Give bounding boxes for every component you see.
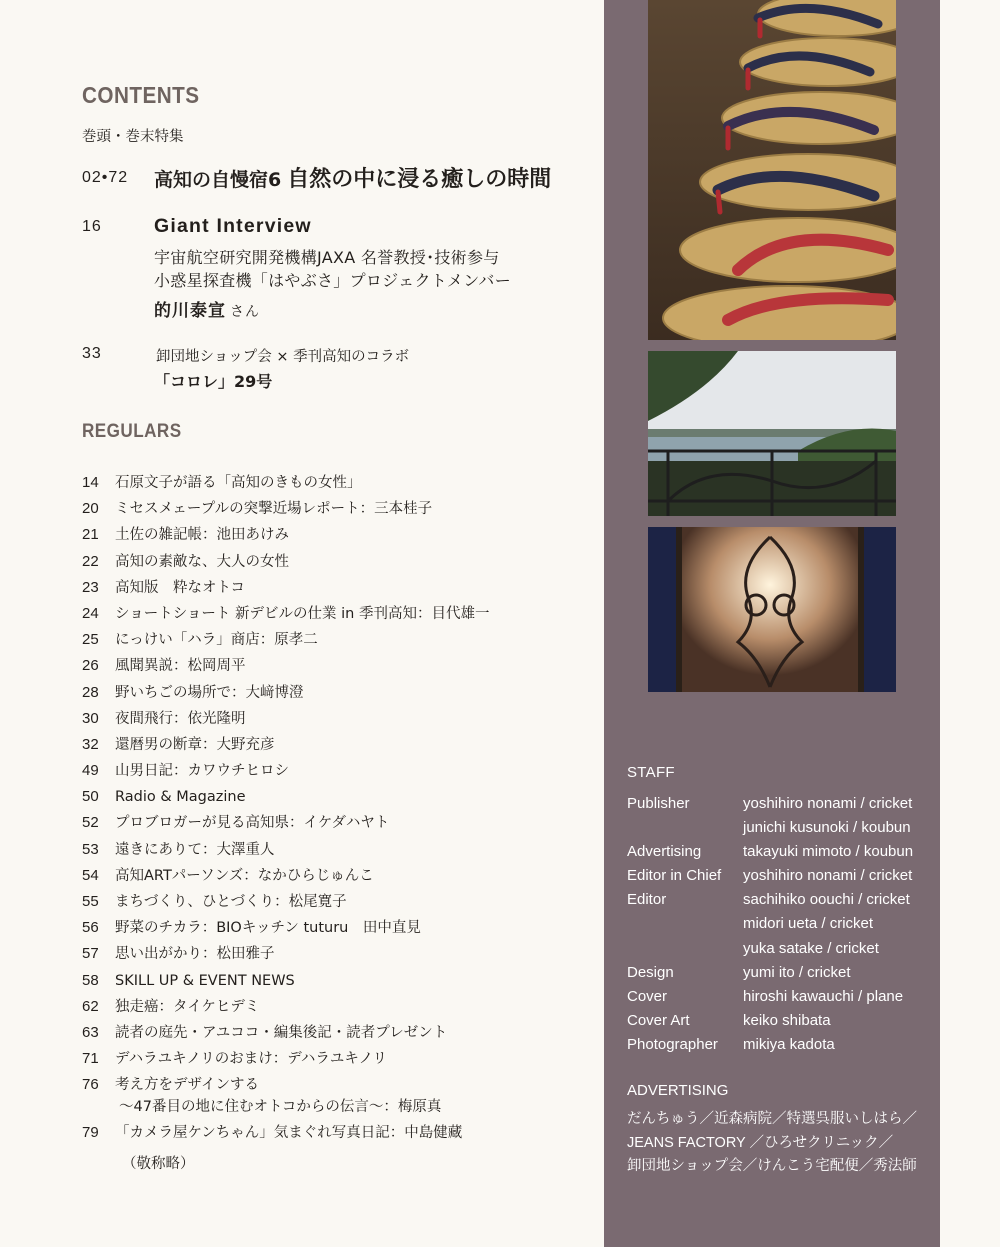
regular-item-title <box>115 524 289 550</box>
regular-item-title <box>115 551 289 577</box>
staff-role: Advertising <box>627 843 702 861</box>
regular-item-title <box>115 943 275 969</box>
regular-item-title <box>115 839 275 865</box>
regular-item[interactable] <box>82 1074 489 1122</box>
photo-zori-sandals <box>648 0 896 340</box>
staff-member: yoshihiro nonami / cricket <box>743 795 913 812</box>
staff-row <box>627 864 913 888</box>
regular-item-page: 54 <box>82 866 99 884</box>
regular-item[interactable] <box>82 891 489 917</box>
person-honorific: さん <box>230 304 260 320</box>
regular-item-page: 26 <box>82 657 99 675</box>
regular-item-title <box>115 734 275 760</box>
staff-member: takayuki mimoto / koubun <box>743 843 914 861</box>
regular-item-page: 49 <box>82 762 99 780</box>
regular-item[interactable] <box>82 708 489 734</box>
staff-member: sachihiko oouchi / cricket <box>743 891 910 909</box>
regular-item[interactable] <box>82 996 489 1022</box>
staff-role <box>627 912 743 936</box>
regular-item-title-line: 思い出がかり：松田雅子 <box>115 946 275 963</box>
staff-heading: STAFF <box>627 764 675 781</box>
regulars-heading: REGULARS <box>82 421 182 442</box>
regular-item-title-line: 山男日記：カワウチヒロシ <box>115 763 289 780</box>
regular-item-page: 71 <box>82 1050 99 1068</box>
staff-role: Cover <box>627 987 668 1005</box>
person-name: 的川泰宣 <box>154 301 226 321</box>
regular-item-title <box>115 1048 387 1074</box>
regular-item[interactable] <box>82 603 489 629</box>
regular-item-page: 79 <box>82 1124 99 1142</box>
regular-item-title-line: 高知ARTパーソンズ：なかひらじゅんこ <box>115 867 374 884</box>
regular-item[interactable] <box>82 839 489 865</box>
regular-item-title-line: デハラユキノリのおまけ：デハラユキノリ <box>115 1051 388 1068</box>
regular-item-title <box>115 970 295 996</box>
feature-title-part1: 高知の自慢宿6 <box>154 169 282 191</box>
regular-item-page: 30 <box>82 709 99 727</box>
regular-item-page: 76 <box>82 1076 99 1094</box>
regular-item[interactable] <box>82 655 489 681</box>
collab-line-1: 卸団地ショップ会 × 季刊高知のコラボ <box>156 349 410 365</box>
sidebar <box>604 0 940 1247</box>
regular-item-page: 63 <box>82 1023 99 1041</box>
regular-item[interactable] <box>82 865 489 891</box>
staff-member: mikiya kadota <box>743 1035 835 1053</box>
photo-ironwork-window <box>648 527 896 692</box>
staff-role: Photographer <box>627 1035 718 1053</box>
regulars-note: （敬称略） <box>122 1156 195 1172</box>
advertising-heading: ADVERTISING <box>627 1082 729 1099</box>
feature-pages: 02•72 <box>82 169 129 186</box>
regular-item-title-line: 野菜のチカラ：BIOキッチン tuturu 田中直見 <box>115 920 421 937</box>
regular-item-page: 50 <box>82 788 99 806</box>
staff-member: midori ueta / cricket <box>743 915 874 933</box>
staff-row <box>627 888 913 912</box>
advertiser-line: だんちゅう／近森病院／特選呉服いしはら／ <box>627 1111 917 1127</box>
staff-row <box>627 1033 913 1057</box>
regular-item[interactable] <box>82 1048 489 1074</box>
regular-item-title-line: 土佐の雑記帳：池田あけみ <box>115 527 289 544</box>
staff-member: hiroshi kawauchi / plane <box>743 987 904 1005</box>
regular-item-title <box>115 472 362 498</box>
regular-item[interactable] <box>82 551 489 577</box>
regular-item-title-line: 遠きにありて：大澤重人 <box>115 841 275 858</box>
regulars-list <box>82 472 489 1149</box>
regular-item-page: 56 <box>82 919 99 937</box>
staff-row <box>627 912 913 936</box>
regular-item-title <box>115 655 246 681</box>
regular-item-title-line: ショートショート 新デビルの仕業 in 季刊高知：目代雄一 <box>115 605 490 622</box>
regular-item-page: 52 <box>82 814 99 832</box>
regular-item-page: 28 <box>82 683 99 701</box>
regular-item-title <box>115 629 318 655</box>
staff-role: Editor in Chief <box>627 867 722 885</box>
regular-item[interactable] <box>82 1022 489 1048</box>
regular-item-title-line: 読者の庭先・アユココ・編集後記・読者プレゼント <box>115 1024 448 1041</box>
regular-item-page: 53 <box>82 840 99 858</box>
photo-seaview-balcony <box>648 351 896 516</box>
regular-item-title-line: 「カメラ屋ケンちゃん」気まぐれ写真日記：中島健藏 <box>115 1125 463 1142</box>
staff-member: yoshihiro nonami / cricket <box>743 867 913 885</box>
regular-item-title-line: 独走癌：タイケヒデミ <box>115 998 260 1015</box>
staff-member: junichi kusunoki / koubun <box>743 819 911 837</box>
staff-section <box>627 764 913 1057</box>
staff-member: yuka satake / cricket <box>743 939 879 957</box>
interview-person <box>154 296 260 321</box>
interview-line-1: 宇宙航空研究開発機構JAXA 名誉教授･技術参与 <box>154 248 500 267</box>
feature-title[interactable] <box>154 162 551 193</box>
regular-item-page: 24 <box>82 604 99 622</box>
regular-item-title <box>115 577 245 603</box>
collab-line-2[interactable]: 「コロレ」29号 <box>154 372 273 391</box>
regular-item-page: 57 <box>82 945 99 963</box>
staff-role: Cover Art <box>627 1011 690 1029</box>
staff-member: yumi ito / cricket <box>743 963 851 981</box>
regular-item[interactable] <box>82 577 489 603</box>
regular-item-page: 25 <box>82 631 99 649</box>
staff-row <box>627 961 913 985</box>
regular-item-title-line: 石原文子が語る「高知のきもの女性」 <box>115 475 362 491</box>
regular-item-title-line: 高知版 粋なオトコ <box>115 579 245 596</box>
staff-role: Design <box>627 963 674 981</box>
staff-list <box>627 792 913 1057</box>
staff-role: Editor <box>627 891 667 909</box>
regular-item-title-line: 野いちごの場所で：大﨑博澄 <box>115 684 304 701</box>
regular-item-title <box>115 498 432 524</box>
regular-item-title-line: 高知の素敵な、大人の女性 <box>115 553 289 570</box>
regular-item-page: 22 <box>82 552 99 570</box>
regular-item-title <box>115 891 347 917</box>
regular-item[interactable] <box>82 472 489 498</box>
staff-row <box>627 937 913 961</box>
regular-item[interactable] <box>82 524 489 550</box>
regular-item[interactable] <box>82 629 489 655</box>
regular-item-title <box>115 760 289 786</box>
advertising-list <box>627 1108 917 1179</box>
regular-item-page: 21 <box>82 526 99 544</box>
regular-item-title-line: にっけい「ハラ」商店：原孝二 <box>115 632 318 649</box>
regular-item-title-line: Radio & Magazine <box>115 789 246 806</box>
regular-item-page: 23 <box>82 578 99 596</box>
staff-member: keiko shibata <box>743 1011 831 1029</box>
regular-item[interactable] <box>82 812 489 838</box>
regular-item-title <box>115 812 389 838</box>
staff-row <box>627 985 913 1009</box>
regular-item-title-line: ミセスメェープルの突撃近場レポート：三本桂子 <box>115 501 433 518</box>
staff-role <box>627 816 743 840</box>
regular-item[interactable] <box>82 786 489 812</box>
collab-page: 33 <box>82 345 102 362</box>
regular-item-title-line: 還暦男の断章：大野充彦 <box>115 736 275 753</box>
regular-item-title-line: 夜間飛行：依光隆明 <box>115 710 246 727</box>
regular-item-page: 14 <box>82 474 99 491</box>
regular-item-title-line: SKILL UP & EVENT NEWS <box>115 972 295 989</box>
regular-item-title <box>115 1074 441 1122</box>
regular-item-title-line: 風聞異説：松岡周平 <box>115 658 246 675</box>
regular-item-title <box>115 917 421 943</box>
regular-item[interactable] <box>82 1122 489 1148</box>
regular-item[interactable] <box>82 760 489 786</box>
regular-item[interactable] <box>82 970 489 996</box>
feature-title-part2: 自然の中に浸る癒しの時間 <box>287 167 552 192</box>
regular-item[interactable] <box>82 682 489 708</box>
staff-row <box>627 840 913 864</box>
regular-item-title <box>115 603 489 629</box>
regular-item[interactable] <box>82 943 489 969</box>
staff-row <box>627 816 913 840</box>
staff-role: Publisher <box>627 795 690 812</box>
advertising-section <box>627 1082 917 1179</box>
regular-item-title <box>115 865 374 891</box>
contents-heading: CONTENTS <box>82 82 200 108</box>
regular-item-title-line: 考え方をデザインする <box>115 1077 259 1094</box>
regular-item-page: 32 <box>82 735 99 753</box>
regular-item-title <box>115 1022 447 1048</box>
interview-title[interactable]: Giant Interview <box>154 215 312 237</box>
interview-page: 16 <box>82 218 102 235</box>
regular-item-title-line: まちづくり、ひとづくり：松尾寛子 <box>115 894 347 910</box>
regular-item-title <box>115 1122 462 1148</box>
advertiser-line: 卸団地ショップ会／けんこう宅配便／秀法師 <box>627 1158 917 1174</box>
staff-row <box>627 792 913 816</box>
regular-item-page: 62 <box>82 997 99 1015</box>
regular-item[interactable] <box>82 917 489 943</box>
regular-item-title <box>115 786 246 812</box>
feature-sub-label: 巻頭・巻末特集 <box>82 129 184 145</box>
regular-item-page: 58 <box>82 971 99 989</box>
regular-item-title <box>115 682 304 708</box>
regular-item-title <box>115 996 259 1022</box>
staff-role <box>627 937 743 961</box>
regular-item-title-line: プロブロガーが見る高知県：イケダハヤト <box>115 815 390 832</box>
regular-item-page: 55 <box>82 893 99 910</box>
interview-line-2: 小惑星探査機「はやぶさ」プロジェクトメンバー <box>154 271 512 290</box>
staff-row <box>627 1009 913 1033</box>
advertiser-line: JEANS FACTORY ／ひろせクリニック／ <box>627 1134 894 1151</box>
regular-item-title <box>115 708 246 734</box>
regular-item-title-line: 〜47番目の地に住むオトコからの伝言〜：梅原真 <box>119 1099 442 1116</box>
regular-item-page: 20 <box>82 500 99 518</box>
regular-item[interactable] <box>82 498 489 524</box>
regular-item[interactable] <box>82 734 489 760</box>
